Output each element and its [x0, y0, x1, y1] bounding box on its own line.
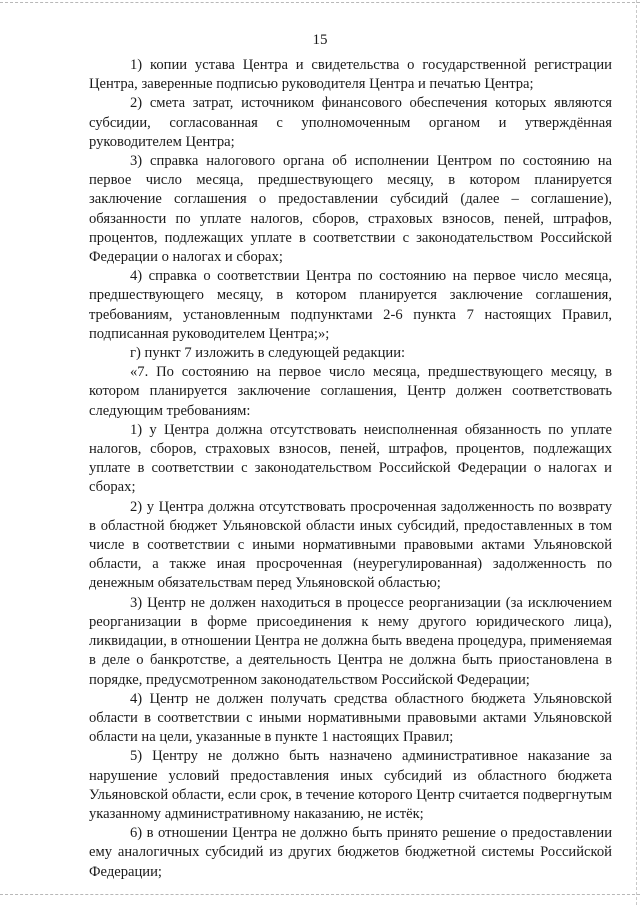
page-right-edge: [636, 0, 637, 905]
page-bottom-edge: [0, 894, 640, 895]
paragraph-subclause-g: г) пункт 7 изложить в следующей редакции:: [130, 345, 406, 362]
document-body: [89, 56, 612, 882]
paragraph-requirement-4: 4) Центр не должен получать средства областного бюджета Ульяновской области в соответствии с иными нормативными правовыми актами Ульяновской области на цели, указанные в пункте 1 настоящих Правил;: [89, 690, 612, 746]
paragraph-item-2-cost-estimate: 2) смета затрат, источником финансового обеспечения которых являются субсидии, согласованная с уполномоченным органом и утверждённая руководителем Центра;: [89, 95, 612, 150]
paragraph-item-4-compliance-certificate: 4) справка о соответствии Центра по состоянию на первое число месяца, предшествующего месяцу, в котором планируется заключение соглашения, требованиям, установленным подпунктами 2-6 пункта 7 настоящих Правил, подписанная руководителем Центра;»;: [89, 268, 612, 342]
paragraph-item-1-charter-copies: 1) копии устава Центра и свидетельства о государственной регистрации Центра, заверенные подписью руководителя Центра и печатью Центра;: [89, 57, 612, 93]
paragraph-requirement-1: 1) у Центра должна отсутствовать неисполненная обязанность по уплате налогов, сборов, страховых взносов, пеней, штрафов, процентов, подлежащих уплате в соответствии с законодательством Российской Федерации о налогах и сборах;: [89, 421, 612, 496]
paragraph-requirement-6: 6) в отношении Центра не должно быть принято решение о предоставлении ему аналогичных субсидий из других бюджетов бюджетной системы Российской Федерации;: [89, 825, 612, 880]
page-top-edge: [0, 2, 640, 3]
page-number: 15: [312, 32, 328, 48]
paragraph-clause-7-intro: «7. По состоянию на первое число месяца, предшествующего месяцу, в котором планируется заключение соглашения, Центр должен соответствовать следующим требованиям:: [89, 364, 612, 419]
paragraph-requirement-5: 5) Центру не должно быть назначено административное наказание за нарушение условий предоставления иных субсидий из областного бюджета Ульяновской области, если срок, в течение которого Центр считается подвергнутым указанному административному наказанию, не истёк;: [89, 748, 612, 822]
paragraph-item-3-tax-certificate: 3) справка налогового органа об исполнении Центром по состоянию на первое число месяца, предшествующего месяцу, в котором планируется заключение соглашения о предоставлении субсидий (далее – соглашение), обязанности по уплате налогов, сборов, страховых взносов, пеней, штрафов, процентов, подлежащих уплате в соответствии с законодательством Российской Федерации о налогах и сборах;: [89, 153, 612, 266]
paragraph-requirement-3: 3) Центр не должен находиться в процессе реорганизации (за исключением реорганизации в форме присоединения к нему другого юридического лица), ликвидации, в отношении Центра не должна быть введена процедура, применяемая в деле о банкротстве, а деятельность Центра не должна быть приостановлена в порядке, предусмотренном законодательством Российской Федерации;: [89, 594, 612, 688]
paragraph-requirement-2: 2) у Центра должна отсутствовать просроченная задолженность по возврату в областной бюджет Ульяновской области иных субсидий, предоставленных в том числе в соответствии с иными нормативными правовыми актами Ульяновской области, а также иная просроченная (неурегулированная) задолженность по денежным обязательствам перед Ульяновской областью;: [89, 498, 612, 592]
